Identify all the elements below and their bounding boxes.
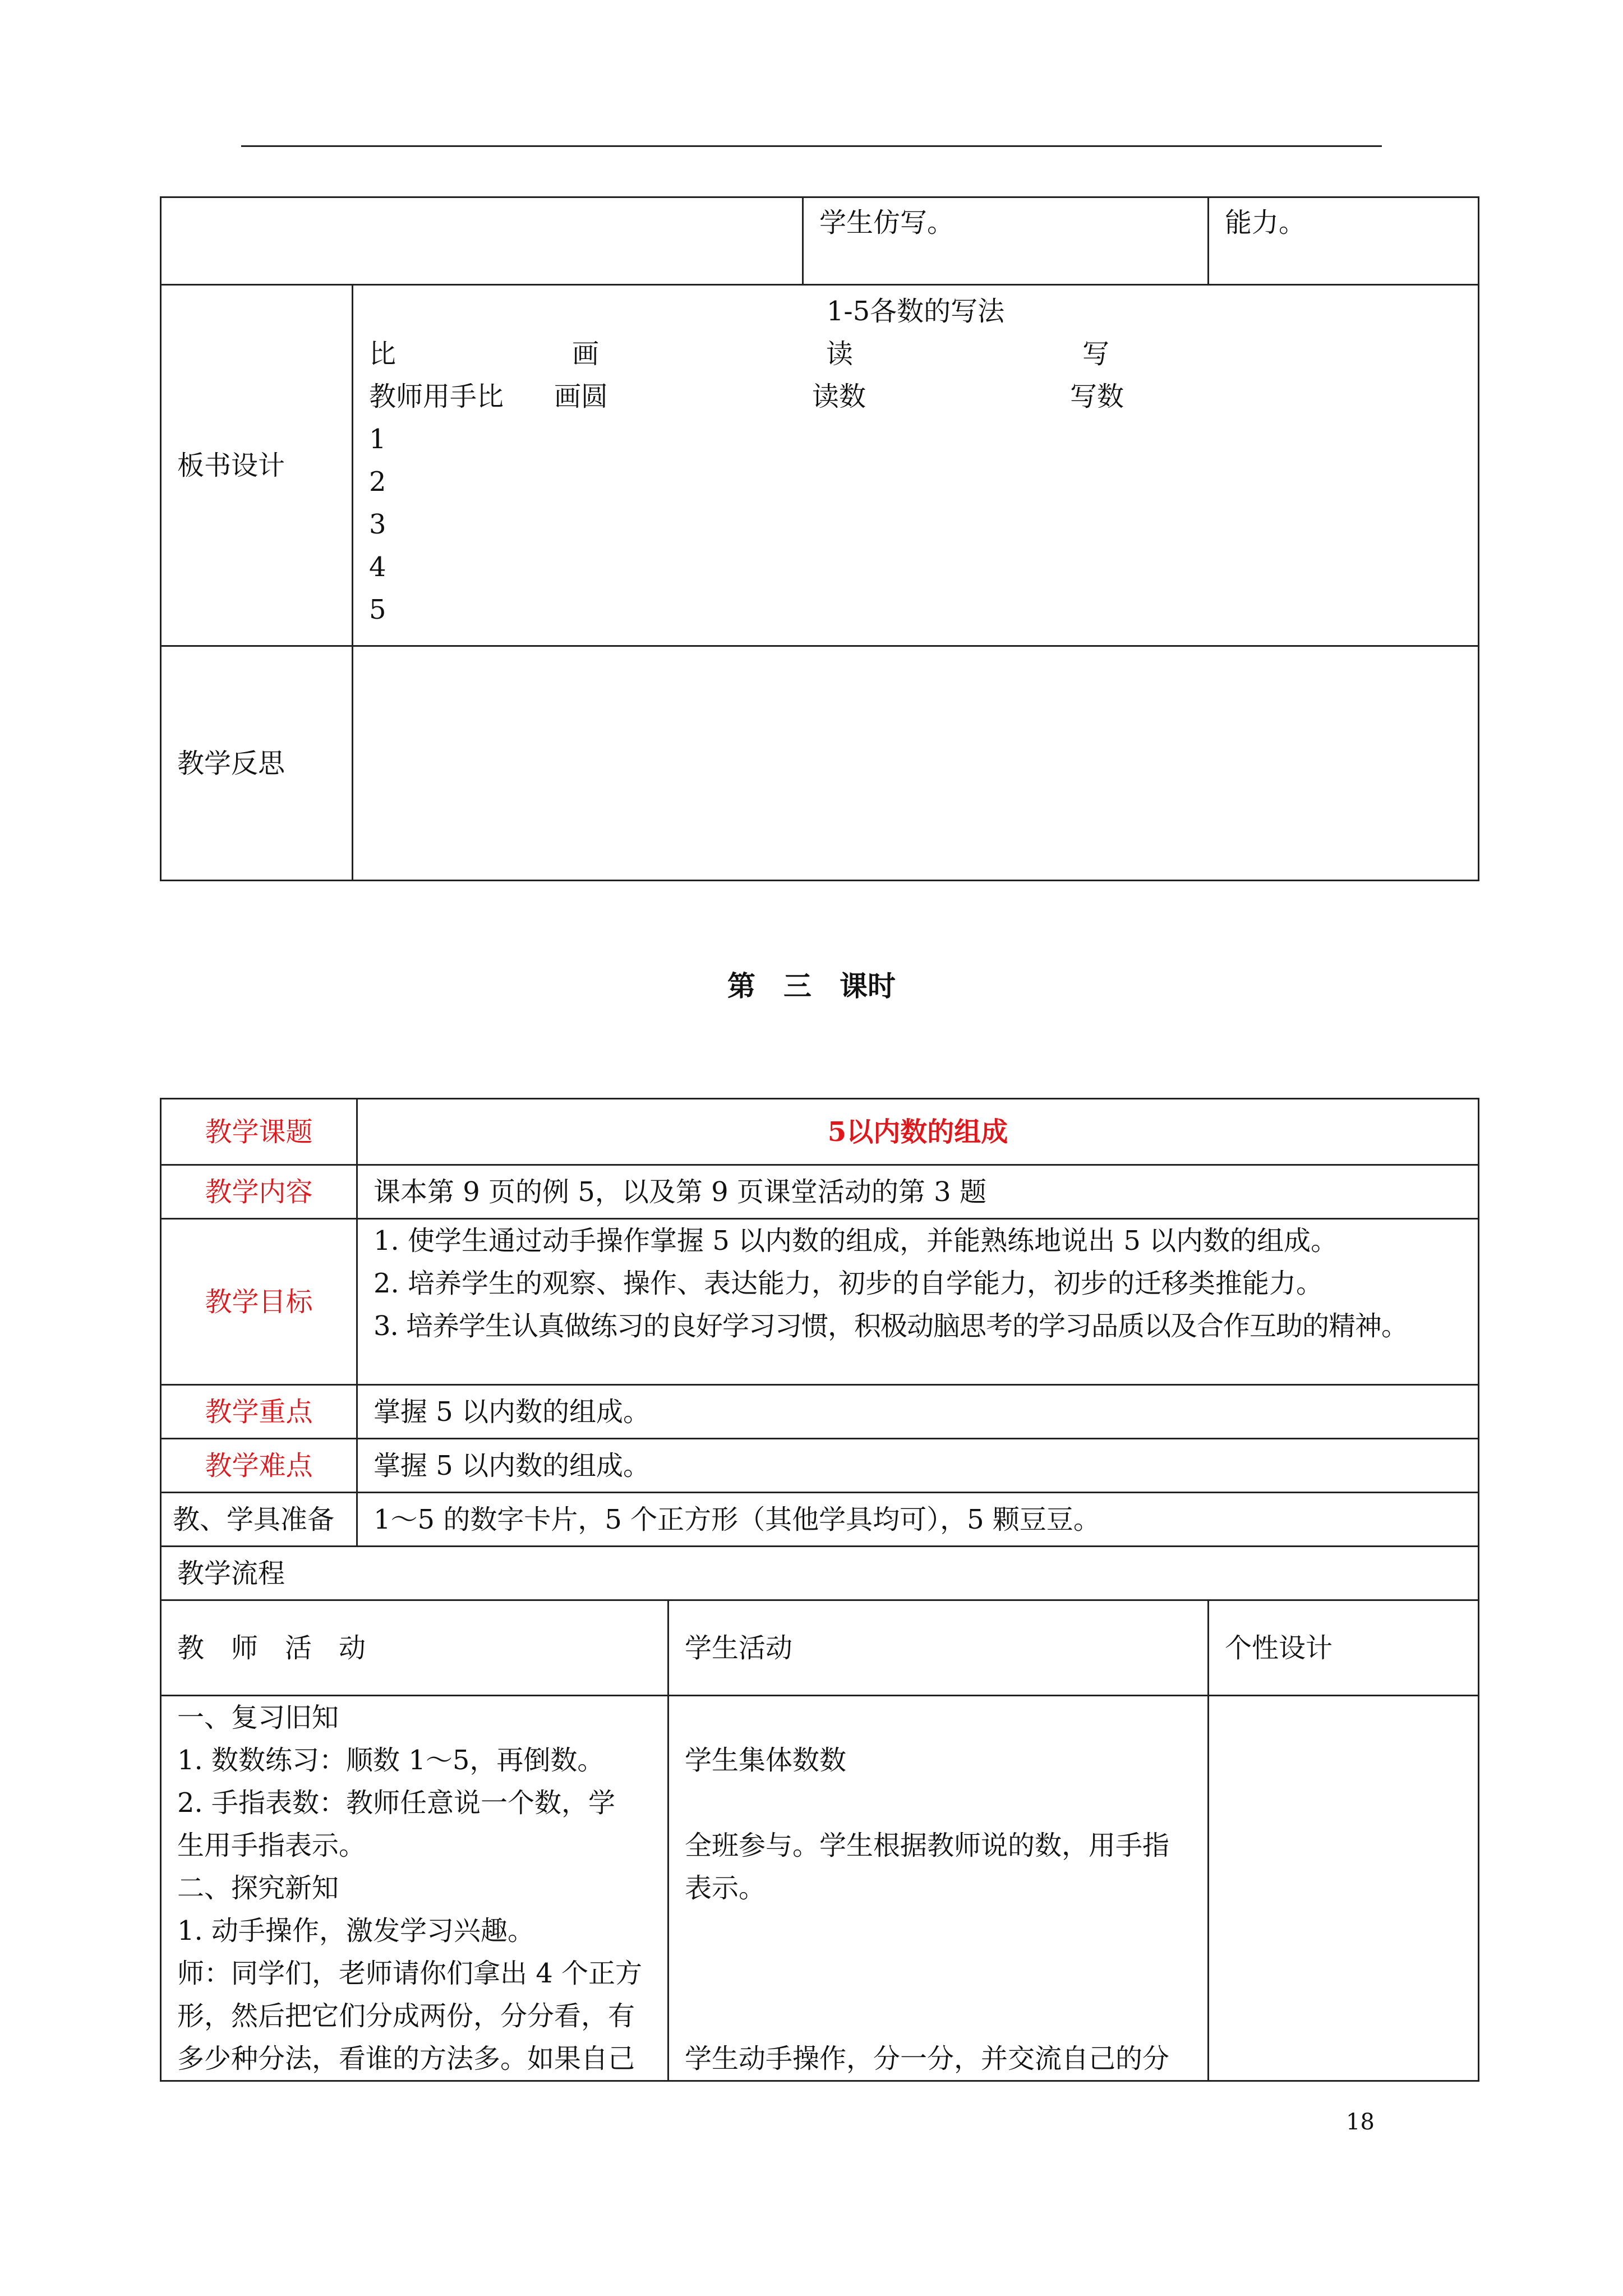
board-design-table (160, 196, 1479, 881)
student-line: 表示。 (685, 1872, 766, 1904)
prep-label: 教、学具准备 (161, 1493, 357, 1547)
board-number: 2 (369, 466, 386, 498)
prep-value: 1～5 的数字卡片，5 个正方形（其他学具均可），5 颗豆豆。 (357, 1493, 1479, 1547)
goal-item: 3. 培养学生认真做练习的良好学习习惯，积极动脑思考的学习品质以及合作互助的精神。 (374, 1310, 1408, 1342)
teacher-activity-header: 教 师 活 动 (161, 1600, 668, 1696)
teacher-line: 形，然后把它们分成两份，分分看，有 (177, 2000, 635, 2032)
student-line (685, 1696, 1192, 1739)
goals-list (357, 1219, 1479, 1385)
board-design-content (353, 285, 1479, 646)
personal-design-header: 个性设计 (1209, 1600, 1479, 1696)
board-sub-draw: 画圆 (554, 381, 608, 412)
ability-cell: 能力。 (1209, 197, 1479, 285)
flow-label: 教学流程 (161, 1547, 1479, 1600)
teacher-line: 生用手指表示。 (177, 1830, 366, 1861)
board-sub-compare: 教师用手比 (369, 381, 504, 412)
student-copy-cell: 学生仿写。 (803, 197, 1209, 285)
board-header-draw: 画 (572, 338, 600, 370)
reflection-content (353, 646, 1479, 881)
teacher-activity-cell (161, 1696, 668, 2081)
student-line (685, 1910, 1192, 1952)
student-line: 全班参与。学生根据教师说的数，用手指 (685, 1830, 1170, 1861)
content-label: 教学内容 (161, 1165, 357, 1219)
page-number: 18 (1346, 2109, 1375, 2135)
student-line (685, 1995, 1192, 2037)
header-rule (241, 145, 1382, 147)
lesson-table (160, 1098, 1479, 2082)
board-number: 1 (369, 424, 386, 455)
key-value: 掌握 5 以内数的组成。 (357, 1385, 1479, 1439)
key-label: 教学重点 (161, 1385, 357, 1439)
goal-item: 2. 培养学生的观察、操作、表达能力，初步的自学能力，初步的迁移类推能力。 (374, 1268, 1324, 1299)
board-header-compare: 比 (369, 338, 396, 370)
difficulty-value: 掌握 5 以内数的组成。 (357, 1439, 1479, 1493)
topic-value: 5以内数的组成 (357, 1099, 1479, 1165)
student-line (685, 1782, 1192, 1824)
board-number: 4 (369, 551, 386, 583)
topic-label: 教学课题 (161, 1099, 357, 1165)
teacher-line: 多少种分法，看谁的方法多。如果自己 (177, 2043, 635, 2074)
teacher-line: 1. 数数练习：顺数 1～5，再倒数。 (177, 1745, 605, 1776)
goals-label: 教学目标 (161, 1219, 357, 1385)
teacher-line: 一、复习旧知 (177, 1702, 339, 1733)
goal-item: 1. 使学生通过动手操作掌握 5 以内数的组成，并能熟练地说出 5 以内数的组成。 (374, 1225, 1338, 1257)
student-line (685, 1952, 1192, 1995)
board-design-label: 板书设计 (161, 285, 353, 646)
teacher-line: 2. 手指表数：教师任意说一个数，学 (177, 1787, 616, 1819)
student-line: 学生集体数数 (685, 1745, 847, 1776)
personal-design-cell (1209, 1696, 1479, 2081)
blank-cell (161, 197, 803, 285)
teacher-line: 师：同学们，老师请你们拿出 4 个正方 (177, 1958, 643, 1989)
board-sub-read: 读数 (812, 381, 866, 412)
student-activity-cell (668, 1696, 1209, 2081)
student-activity-header: 学生活动 (668, 1600, 1209, 1696)
difficulty-label: 教学难点 (161, 1439, 357, 1493)
teacher-line: 二、探究新知 (177, 1872, 339, 1904)
board-title: 1-5各数的写法 (826, 296, 1005, 327)
board-header-write: 写 (1082, 338, 1110, 370)
board-number: 3 (369, 509, 386, 540)
student-line: 学生动手操作，分一分，并交流自己的分 (685, 2043, 1170, 2074)
board-header-read: 读 (826, 338, 854, 370)
board-sub-write: 写数 (1070, 381, 1124, 412)
content-value: 课本第 9 页的例 5，以及第 9 页课堂活动的第 3 题 (357, 1165, 1479, 1219)
section-heading: 第 三 课时 (727, 969, 896, 1002)
teacher-line: 1. 动手操作，激发学习兴趣。 (177, 1915, 535, 1947)
board-number: 5 (369, 594, 386, 625)
reflection-label: 教学反思 (161, 646, 353, 881)
